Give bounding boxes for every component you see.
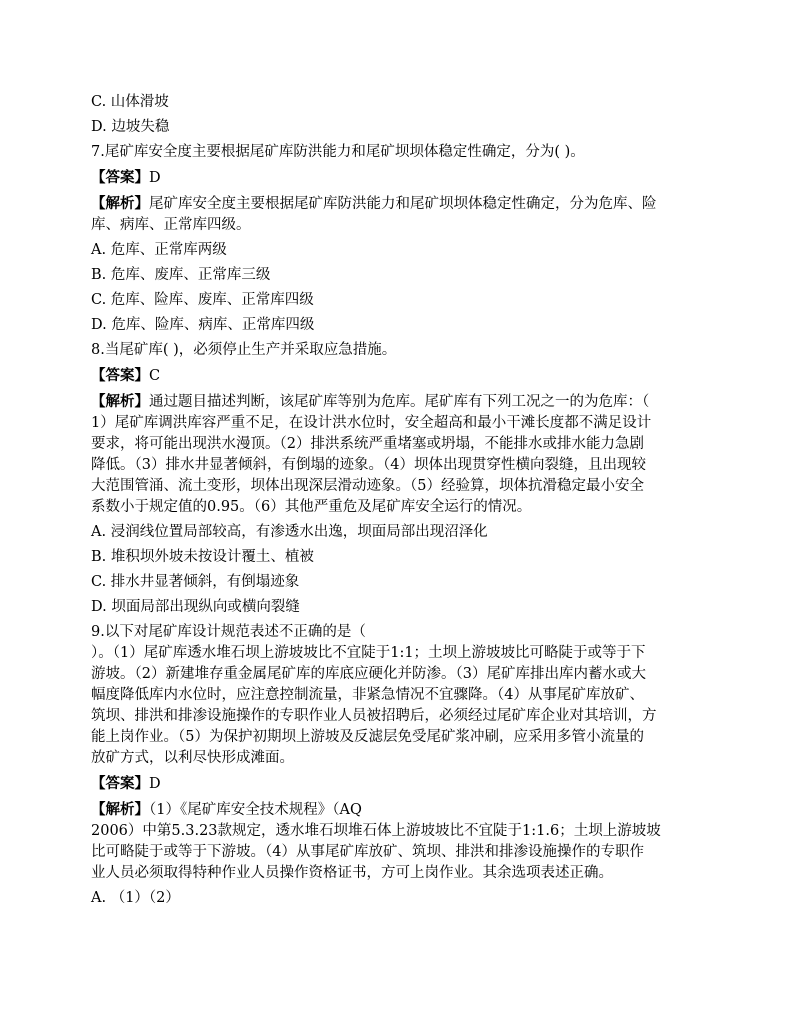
text-line: A. 浸润线位置局部较高，有渗透水出逸，坝面局部出现沼泽化: [91, 524, 488, 540]
answer-value: D: [149, 776, 161, 792]
paragraph-line: 筑坝、排洪和排渗设施操作的专职作业人员被招聘后，必须经过尾矿库企业对其培训，方: [91, 708, 657, 724]
text-line: D. 坝面局部出现纵向或横向裂缝: [91, 599, 300, 615]
text-line: B. 危库、废库、正常库三级: [91, 267, 271, 283]
paragraph-line: 系数小于规定值的0.95。（6）其他严重危及尾矿库安全运行的情况。: [91, 499, 532, 515]
paragraph-line: [91, 193, 711, 215]
text-line: D. 边坡失稳: [91, 119, 170, 135]
paragraph-line: 比可略陡于或等于下游坡。（4）从事尾矿库放矿、筑坝、排洪和排渗设施操作的专职作: [91, 844, 644, 860]
text-line: C. 山体滑坡: [91, 94, 169, 110]
text-line: B. 堆积坝外坡未按设计覆土、植被: [91, 549, 314, 565]
paragraph-line: 1）尾矿库调洪库容严重不足，在设计洪水位时，安全超高和最小干滩长度都不满足设计: [91, 415, 652, 431]
analysis-paragraph: [91, 799, 711, 884]
paragraph-line: [91, 391, 711, 413]
text-line: D. 危库、险库、病库、正常库四级: [91, 317, 315, 333]
answer-value: C: [149, 368, 161, 384]
paragraph-line: ）。（1）尾矿库透水堆石坝上游坡坡比不宜陡于1:1；土坝上游坡坡比可略陡于或等于下: [91, 645, 646, 661]
analysis-text: 通过题目描述判断，该尾矿库等别为危库。尾矿库有下列工况之一的为危库：（: [149, 394, 650, 410]
answer-label: 【答案】: [91, 775, 149, 792]
answer-line: [91, 773, 711, 795]
paragraph-line: 放矿方式，以利尽快形成滩面。: [91, 750, 294, 766]
text-line: C. 危库、险库、废库、正常库四级: [91, 292, 314, 308]
text-line: A. （1）（2）: [91, 890, 180, 906]
answer-label: 【答案】: [91, 367, 149, 384]
paragraph-line: 要求，将可能出现洪水漫顶。（2）排洪系统严重堵塞或坍塌，不能排水或排水能力急剧: [91, 436, 644, 452]
answer-line: [91, 167, 711, 189]
spacer: [91, 909, 711, 913]
analysis-paragraph: [91, 391, 711, 518]
paragraph-line: 大范围管涌、流土变形，坝体出现深层滑动迹象。（5）经验算，坝体抗滑稳定最小安全: [91, 478, 644, 494]
text-line: 8.当尾矿库( )，必须停止生产并采取应急措施。: [91, 342, 397, 358]
document-page: [91, 92, 711, 913]
analysis-text: 尾矿库安全度主要根据尾矿库防洪能力和尾矿坝坝体稳定性确定，分为危库、险: [149, 196, 657, 212]
paragraph-line: 能上岗作业。（5）为保护初期坝上游坡及反滤层免受尾矿浆冲刷，应采用多管小流量的: [91, 729, 644, 745]
answer-line: [91, 365, 711, 387]
text-line: C. 排水井显著倾斜，有倒塌迹象: [91, 574, 300, 590]
analysis-paragraph: [91, 193, 711, 236]
paragraph-line: [91, 799, 711, 821]
analysis-text: （1）《尾矿库安全技术规程》（AQ: [149, 802, 362, 818]
paragraph-line: 幅度降低库内水位时，应注意控制流量，非紧急情况不宜骤降。（4）从事尾矿库放矿、: [91, 687, 644, 703]
answer-label: 【答案】: [91, 169, 149, 186]
text-line: A. 危库、正常库两级: [91, 242, 227, 258]
paragraph-line: 业人员必须取得特种作业人员操作资格证书，方可上岗作业。其余选项表述正确。: [91, 865, 613, 881]
analysis-label: 【解析】: [91, 195, 149, 212]
text-line: 7.尾矿库安全度主要根据尾矿库防洪能力和尾矿坝坝体稳定性确定，分为( )。: [91, 144, 585, 160]
analysis-label: 【解析】: [91, 393, 149, 410]
question-paragraph: [91, 622, 711, 769]
answer-value: D: [149, 170, 161, 186]
paragraph-line: 库、病库、正常库四级。: [91, 217, 251, 233]
paragraph-line: 降低。（3）排水井显著倾斜，有倒塌的迹象。（4）坝体出现贯穿性横向裂缝，且出现较: [91, 457, 646, 473]
paragraph-line: 游坡。（2）新建堆存重金属尾矿库的库底应硬化并防渗。（3）尾矿库排出库内蓄水或大: [91, 666, 646, 682]
paragraph-line: 2006）中第5.3.23款规定，透水堆石坝堆石体上游坡坡比不宜陡于1:1.6；土坝上游坡坡: [91, 823, 661, 839]
analysis-label: 【解析】: [91, 801, 149, 818]
paragraph-line: 9.以下对尾矿库设计规范表述不正确的是（: [91, 624, 366, 640]
